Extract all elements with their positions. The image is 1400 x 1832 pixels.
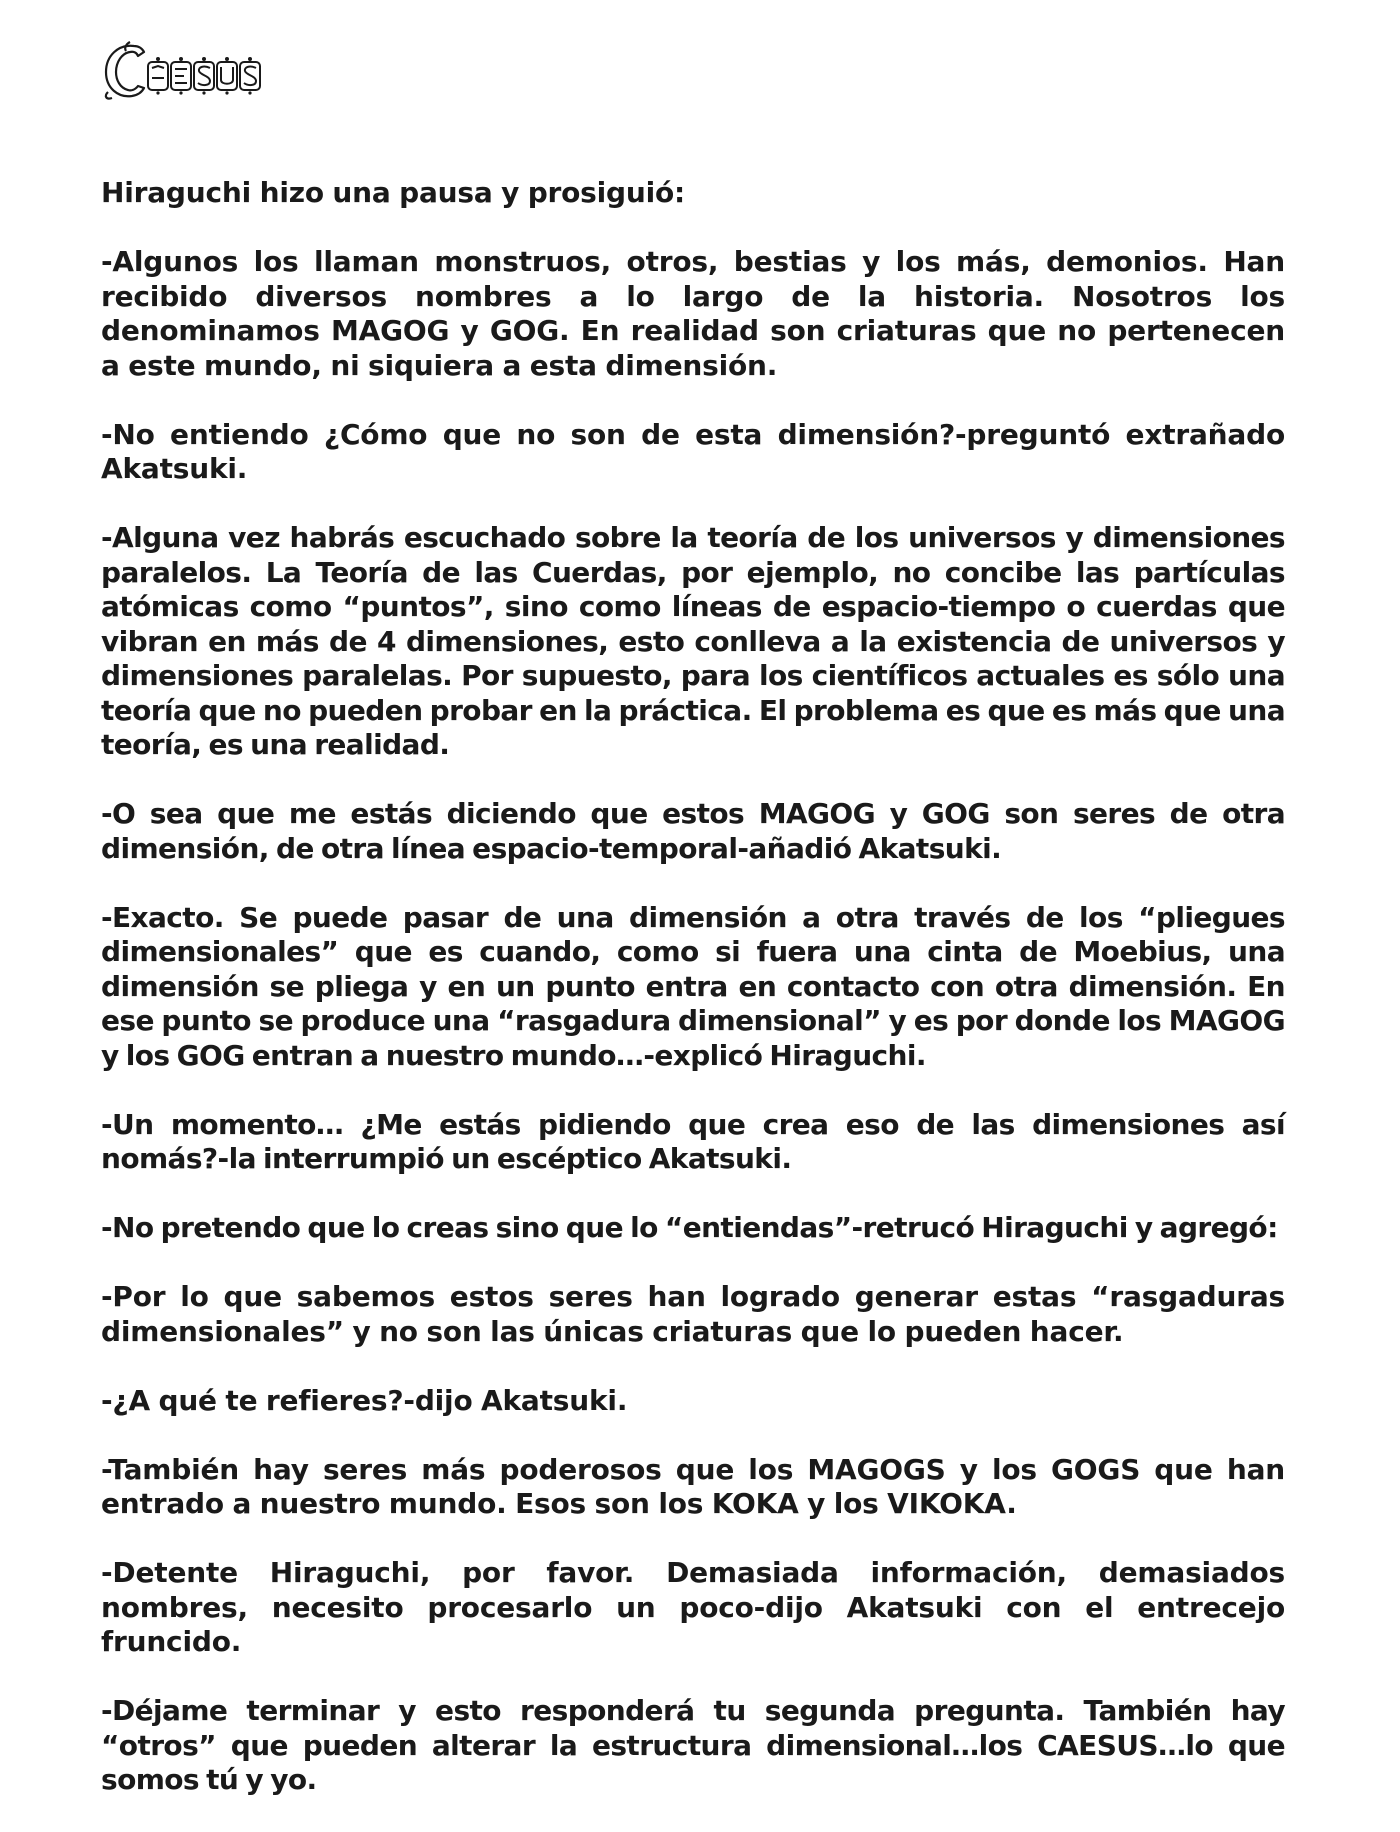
- story-text: [101, 176, 1285, 1832]
- paragraph: -¿A qué te refieres?-dijo Akatsuki.: [101, 1383, 628, 1417]
- paragraph: -Detente Hiraguchi, por favor. Demasiada información, demasiados nombres, necesito procesarlo un poco-dijo Akatsuki con el entrecejo fruncido.: [101, 1556, 1285, 1658]
- caesus-logo: [100, 38, 268, 102]
- paragraph: -También hay seres más poderosos que los MAGOGS y los GOGS que han entrado a nuestro mundo. Esos son los KOKA y los VIKOKA.: [101, 1452, 1285, 1520]
- paragraph: -No entiendo ¿Cómo que no son de esta dimensión?-preguntó extrañado Akatsuki.: [101, 417, 1285, 485]
- paragraph: -Déjame terminar y esto responderá tu segunda pregunta. También hay “otros” que pueden alterar la estructura dimensional…los CAESUS…lo que somos tú y yo.: [101, 1694, 1285, 1796]
- paragraph: -Por lo que sabemos estos seres han logrado generar estas “rasgaduras dimensionales” y no son las únicas criaturas que lo pueden hacer.: [101, 1280, 1285, 1348]
- paragraph: -No pretendo que lo creas sino que lo “entiendas”-retrucó Hiraguchi y agregó:: [101, 1211, 1278, 1244]
- paragraph: -Algunos los llaman monstruos, otros, bestias y los más, demonios. Han recibido diversos nombres a lo largo de la historia. Nosotros los denominamos MAGOG y GOG. En realidad son criaturas que no pertenecen a este mundo, ni siquiera a esta dimensión.: [101, 245, 1285, 382]
- paragraph: -O sea que me estás diciendo que estos MAGOG y GOG son seres de otra dimensión, de otra línea espacio-temporal-añadió Akatsuki.: [101, 797, 1285, 865]
- paragraph: -Alguna vez habrás escuchado sobre la teoría de los universos y dimensiones paralelos. La Teoría de las Cuerdas, por ejemplo, no concibe las partículas atómicas como “puntos”, sino como líneas de espacio-tiempo o cuerdas que vibran en más de 4 dimensiones, esto conlleva a la existencia de universos y dimensiones paralelas. Por supuesto, para los científicos actuales es sólo una teoría que no pueden probar en la práctica. El problema es que es más que una teoría, es una realidad.: [101, 521, 1285, 761]
- paragraph: Hiraguchi hizo una pausa y prosiguió:: [101, 176, 686, 209]
- paragraph: -Un momento… ¿Me estás pidiendo que crea eso de las dimensiones así nomás?-la interrumpió un escéptico Akatsuki.: [101, 1107, 1285, 1175]
- paragraph: -Exacto. Se puede pasar de una dimensión a otra través de los “pliegues dimensionales” que es cuando, como si fuera una cinta de Moebius, una dimensión se pliega y en un punto entra en contacto con otra dimensión. En ese punto se produce una “rasgadura dimensional” y es por donde los MAGOG y los GOG entran a nuestro mundo…-explicó Hiraguchi.: [101, 900, 1285, 1072]
